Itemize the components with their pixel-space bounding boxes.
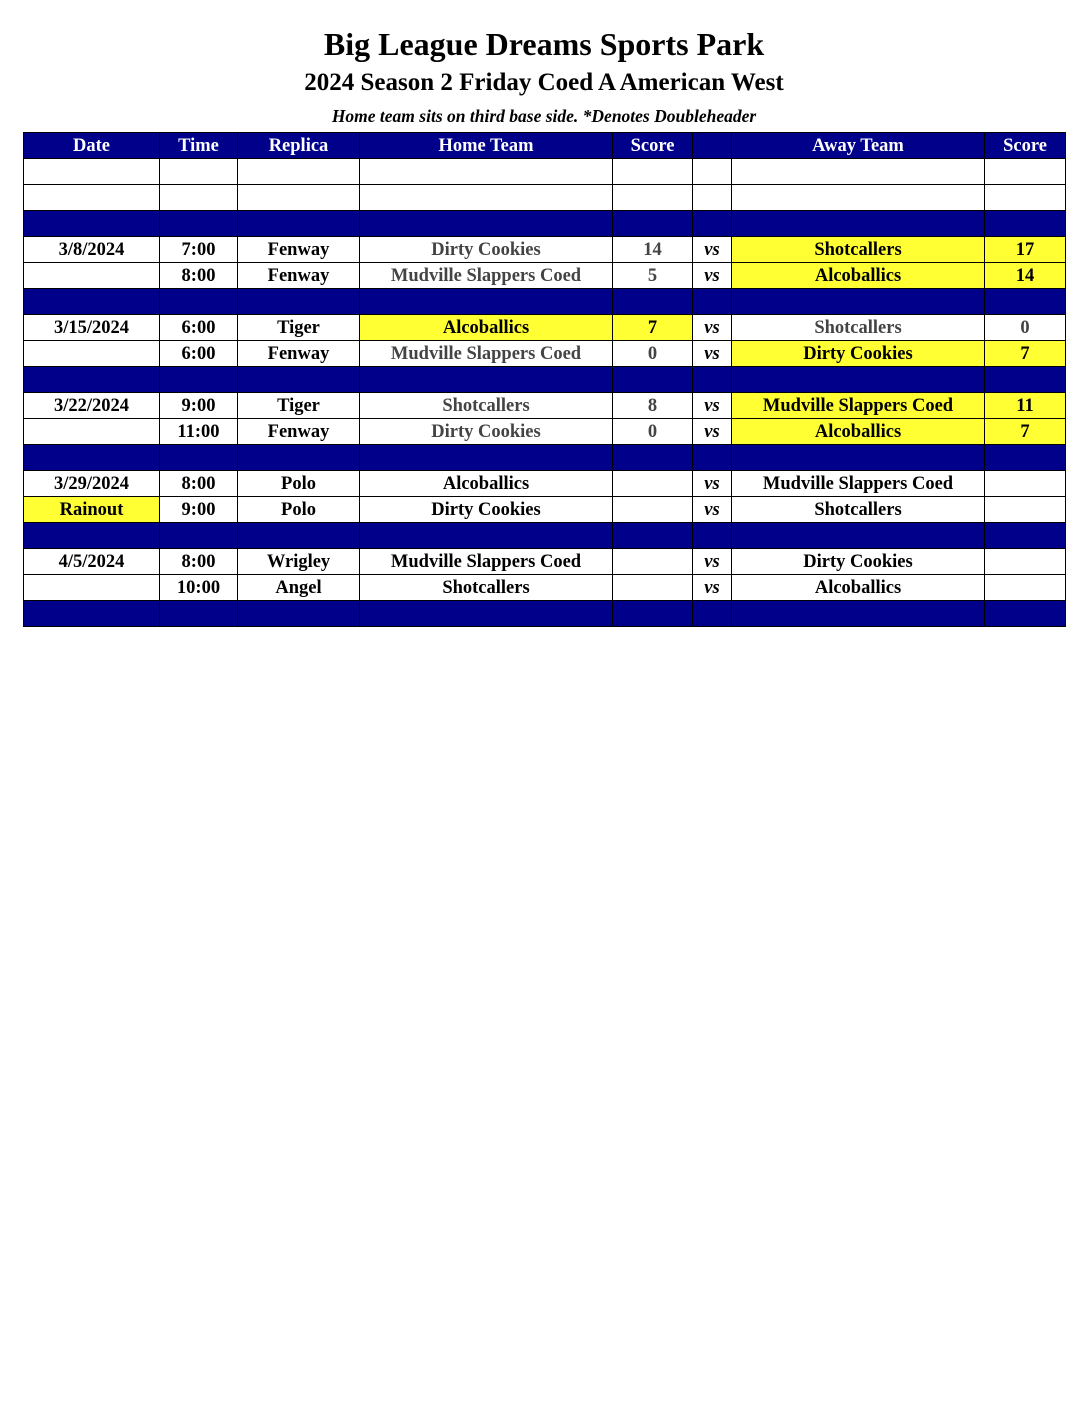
replica-cell bbox=[238, 601, 360, 627]
away-team-cell bbox=[732, 289, 985, 315]
replica-cell bbox=[238, 523, 360, 549]
home-team-cell: Dirty Cookies bbox=[360, 237, 613, 263]
away-team-cell: Mudville Slappers Coed bbox=[732, 393, 985, 419]
away-score-cell bbox=[985, 575, 1066, 601]
replica-cell: Polo bbox=[238, 497, 360, 523]
game-row bbox=[24, 471, 1066, 497]
replica-cell: Fenway bbox=[238, 341, 360, 367]
away-score-cell: 14 bbox=[985, 263, 1066, 289]
time-cell bbox=[160, 523, 238, 549]
away-score-cell: 7 bbox=[985, 341, 1066, 367]
home-team-cell: Dirty Cookies bbox=[360, 497, 613, 523]
date-cell bbox=[24, 159, 160, 185]
column-header-replica: Replica bbox=[238, 133, 360, 159]
replica-cell: Fenway bbox=[238, 263, 360, 289]
time-cell bbox=[160, 445, 238, 471]
away-score-cell bbox=[985, 185, 1066, 211]
home-score-cell bbox=[613, 523, 693, 549]
home-score-cell: 0 bbox=[613, 341, 693, 367]
away-score-cell bbox=[985, 497, 1066, 523]
date-cell: Rainout bbox=[24, 497, 160, 523]
home-score-cell bbox=[613, 211, 693, 237]
vs-cell: vs bbox=[693, 471, 732, 497]
away-score-cell: 0 bbox=[985, 315, 1066, 341]
away-score-cell bbox=[985, 367, 1066, 393]
home-team-cell bbox=[360, 211, 613, 237]
vs-cell: vs bbox=[693, 263, 732, 289]
home-score-cell bbox=[613, 159, 693, 185]
time-cell bbox=[160, 185, 238, 211]
column-header-home-team: Home Team bbox=[360, 133, 613, 159]
replica-cell: Polo bbox=[238, 471, 360, 497]
separator-row bbox=[24, 523, 1066, 549]
game-row bbox=[24, 575, 1066, 601]
away-score-cell bbox=[985, 159, 1066, 185]
game-row bbox=[24, 341, 1066, 367]
page-title: Big League Dreams Sports Park bbox=[323, 26, 765, 62]
date-cell: 4/5/2024 bbox=[24, 549, 160, 575]
vs-cell: vs bbox=[693, 497, 732, 523]
replica-cell bbox=[238, 289, 360, 315]
away-score-cell bbox=[985, 471, 1066, 497]
date-cell bbox=[24, 185, 160, 211]
date-cell: 3/8/2024 bbox=[24, 237, 160, 263]
column-header-vs bbox=[693, 133, 732, 159]
home-team-cell bbox=[360, 523, 613, 549]
header-row bbox=[24, 133, 1066, 159]
vs-cell bbox=[693, 159, 732, 185]
date-cell bbox=[24, 419, 160, 445]
replica-cell: Angel bbox=[238, 575, 360, 601]
away-team-cell bbox=[732, 523, 985, 549]
away-team-cell: Shotcallers bbox=[732, 497, 985, 523]
replica-cell bbox=[238, 211, 360, 237]
away-score-cell: 11 bbox=[985, 393, 1066, 419]
home-score-cell bbox=[613, 289, 693, 315]
home-team-cell: Alcoballics bbox=[360, 315, 613, 341]
replica-cell bbox=[238, 185, 360, 211]
replica-cell: Fenway bbox=[238, 419, 360, 445]
vs-cell bbox=[693, 445, 732, 471]
away-team-cell: Alcoballics bbox=[732, 419, 985, 445]
column-header-away-team: Away Team bbox=[732, 133, 985, 159]
separator-row bbox=[24, 289, 1066, 315]
home-team-cell: Dirty Cookies bbox=[360, 419, 613, 445]
home-team-cell bbox=[360, 289, 613, 315]
home-score-cell: 7 bbox=[613, 315, 693, 341]
away-team-cell: Dirty Cookies bbox=[732, 341, 985, 367]
home-team-cell bbox=[360, 601, 613, 627]
vs-cell: vs bbox=[693, 393, 732, 419]
replica-cell: Tiger bbox=[238, 393, 360, 419]
game-row bbox=[24, 263, 1066, 289]
home-team-cell: Mudville Slappers Coed bbox=[360, 263, 613, 289]
vs-cell bbox=[693, 289, 732, 315]
column-header-away-score: Score bbox=[985, 133, 1066, 159]
time-cell: 6:00 bbox=[160, 341, 238, 367]
away-team-cell: Alcoballics bbox=[732, 263, 985, 289]
vs-cell: vs bbox=[693, 575, 732, 601]
date-cell bbox=[24, 523, 160, 549]
time-cell: 7:00 bbox=[160, 237, 238, 263]
home-score-cell: 8 bbox=[613, 393, 693, 419]
time-cell: 6:00 bbox=[160, 315, 238, 341]
vs-cell bbox=[693, 601, 732, 627]
away-team-cell: Alcoballics bbox=[732, 575, 985, 601]
home-score-cell: 0 bbox=[613, 419, 693, 445]
home-score-cell: 14 bbox=[613, 237, 693, 263]
home-team-cell bbox=[360, 367, 613, 393]
away-team-cell bbox=[732, 185, 985, 211]
separator-row bbox=[24, 445, 1066, 471]
home-score-cell bbox=[613, 367, 693, 393]
separator-row bbox=[24, 211, 1066, 237]
game-row bbox=[24, 315, 1066, 341]
separator-row bbox=[24, 601, 1066, 627]
game-row bbox=[24, 497, 1066, 523]
replica-cell bbox=[238, 159, 360, 185]
vs-cell: vs bbox=[693, 315, 732, 341]
time-cell bbox=[160, 211, 238, 237]
home-score-cell bbox=[613, 471, 693, 497]
replica-cell: Wrigley bbox=[238, 549, 360, 575]
away-team-cell bbox=[732, 601, 985, 627]
date-cell bbox=[24, 289, 160, 315]
away-score-cell bbox=[985, 549, 1066, 575]
time-cell: 8:00 bbox=[160, 471, 238, 497]
vs-cell bbox=[693, 523, 732, 549]
vs-cell bbox=[693, 211, 732, 237]
replica-cell bbox=[238, 367, 360, 393]
time-cell: 9:00 bbox=[160, 393, 238, 419]
time-cell bbox=[160, 159, 238, 185]
home-score-cell bbox=[613, 497, 693, 523]
column-header-home-score: Score bbox=[613, 133, 693, 159]
replica-cell: Tiger bbox=[238, 315, 360, 341]
time-cell: 8:00 bbox=[160, 549, 238, 575]
away-team-cell: Shotcallers bbox=[732, 315, 985, 341]
time-cell bbox=[160, 367, 238, 393]
home-score-cell bbox=[613, 575, 693, 601]
home-score-cell: 5 bbox=[613, 263, 693, 289]
vs-cell: vs bbox=[693, 237, 732, 263]
date-cell bbox=[24, 601, 160, 627]
home-team-cell bbox=[360, 159, 613, 185]
home-team-cell bbox=[360, 445, 613, 471]
time-cell: 10:00 bbox=[160, 575, 238, 601]
vs-cell: vs bbox=[693, 341, 732, 367]
away-team-cell bbox=[732, 445, 985, 471]
away-score-cell bbox=[985, 289, 1066, 315]
home-score-cell bbox=[613, 185, 693, 211]
away-team-cell: Dirty Cookies bbox=[732, 549, 985, 575]
game-row bbox=[24, 393, 1066, 419]
date-cell bbox=[24, 575, 160, 601]
vs-cell bbox=[693, 185, 732, 211]
schedule-note: Home team sits on third base side. *Denotes Doubleheader bbox=[331, 106, 757, 126]
game-row bbox=[24, 549, 1066, 575]
home-team-cell bbox=[360, 185, 613, 211]
vs-cell: vs bbox=[693, 419, 732, 445]
blank-row bbox=[24, 185, 1066, 211]
replica-cell: Fenway bbox=[238, 237, 360, 263]
home-score-cell bbox=[613, 445, 693, 471]
time-cell bbox=[160, 601, 238, 627]
date-cell bbox=[24, 445, 160, 471]
time-cell: 11:00 bbox=[160, 419, 238, 445]
separator-row bbox=[24, 367, 1066, 393]
away-team-cell bbox=[732, 367, 985, 393]
schedule-body bbox=[24, 159, 1066, 627]
date-cell bbox=[24, 263, 160, 289]
schedule-table bbox=[23, 132, 1066, 627]
vs-cell bbox=[693, 367, 732, 393]
time-cell: 9:00 bbox=[160, 497, 238, 523]
home-team-cell: Mudville Slappers Coed bbox=[360, 341, 613, 367]
away-score-cell bbox=[985, 601, 1066, 627]
date-cell: 3/22/2024 bbox=[24, 393, 160, 419]
home-team-cell: Shotcallers bbox=[360, 575, 613, 601]
game-row bbox=[24, 419, 1066, 445]
home-score-cell bbox=[613, 601, 693, 627]
away-score-cell bbox=[985, 445, 1066, 471]
vs-cell: vs bbox=[693, 549, 732, 575]
column-header-time: Time bbox=[160, 133, 238, 159]
schedule-subtitle: 2024 Season 2 Friday Coed A American West bbox=[304, 69, 784, 96]
away-score-cell bbox=[985, 211, 1066, 237]
home-team-cell: Shotcallers bbox=[360, 393, 613, 419]
date-cell: 3/29/2024 bbox=[24, 471, 160, 497]
away-team-cell bbox=[732, 211, 985, 237]
away-team-cell bbox=[732, 159, 985, 185]
date-cell: 3/15/2024 bbox=[24, 315, 160, 341]
time-cell: 8:00 bbox=[160, 263, 238, 289]
away-team-cell: Mudville Slappers Coed bbox=[732, 471, 985, 497]
date-cell bbox=[24, 341, 160, 367]
blank-row bbox=[24, 159, 1066, 185]
away-score-cell bbox=[985, 523, 1066, 549]
column-header-date: Date bbox=[24, 133, 160, 159]
home-team-cell: Alcoballics bbox=[360, 471, 613, 497]
date-cell bbox=[24, 211, 160, 237]
date-cell bbox=[24, 367, 160, 393]
home-score-cell bbox=[613, 549, 693, 575]
time-cell bbox=[160, 289, 238, 315]
away-score-cell: 7 bbox=[985, 419, 1066, 445]
game-row bbox=[24, 237, 1066, 263]
home-team-cell: Mudville Slappers Coed bbox=[360, 549, 613, 575]
away-score-cell: 17 bbox=[985, 237, 1066, 263]
away-team-cell: Shotcallers bbox=[732, 237, 985, 263]
replica-cell bbox=[238, 445, 360, 471]
